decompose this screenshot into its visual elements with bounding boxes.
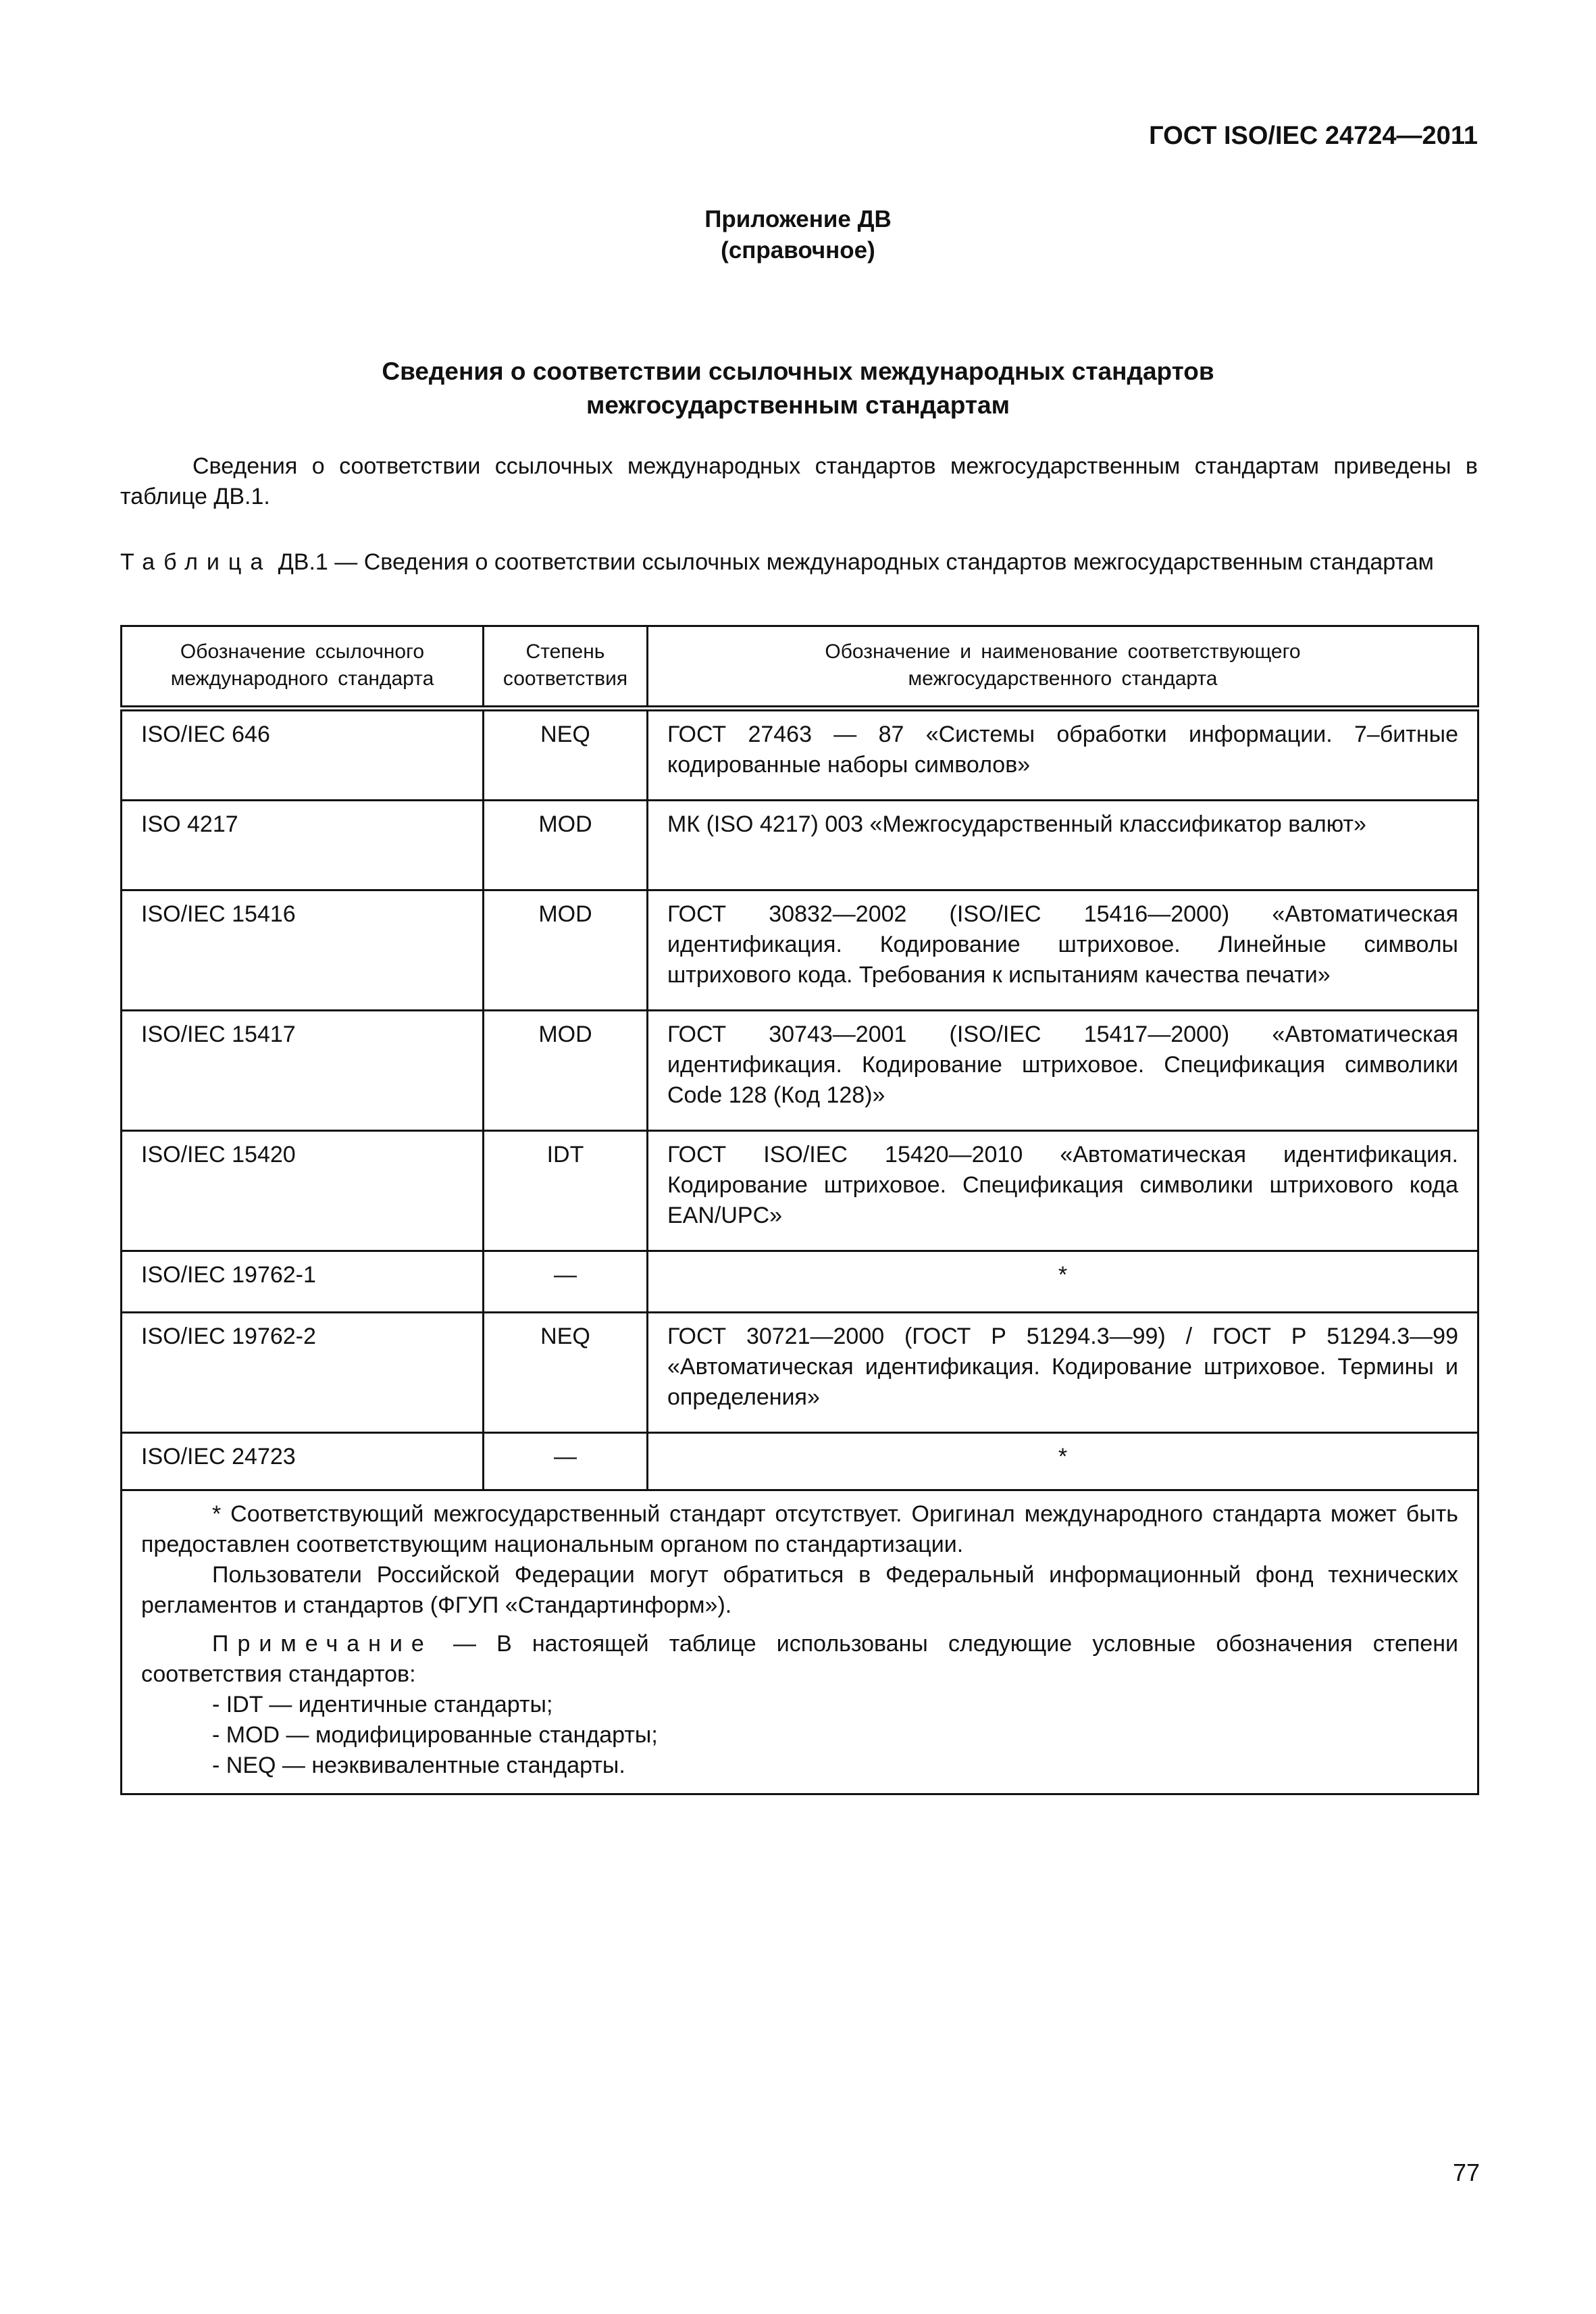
table-row: [122, 1433, 1478, 1490]
table-row: [122, 890, 1478, 1011]
table-row: [122, 1011, 1478, 1131]
cell-doc: ГОСТ 30721—2000 (ГОСТ Р 51294.3—99) / ГОСТ Р 51294.3—99 «Автоматическая идентификация. Кодирование штриховое. Термины и определения»: [648, 1313, 1478, 1433]
table-notes-cell: [122, 1490, 1478, 1794]
table-row: [122, 1251, 1478, 1313]
cell-doc: ГОСТ 27463 — 87 «Системы обработки информации. 7–битные кодированные наборы символов»: [648, 709, 1478, 801]
appendix-title: Приложение ДВ: [704, 206, 892, 232]
header-col3-line2: межгосударственного стандарта: [908, 668, 1218, 690]
cell-code: ISO/IEC 24723: [122, 1433, 484, 1490]
appendix-heading: [0, 204, 1596, 266]
appendix-type: (справочное): [721, 237, 875, 263]
cell-degree: NEQ: [484, 709, 648, 801]
standards-correspondence-table: [120, 625, 1479, 1795]
table-row: [122, 1131, 1478, 1251]
header-col1-line1: Обозначение ссылочного: [180, 640, 425, 663]
table-notes-row: [122, 1490, 1478, 1794]
header-interstate-standard: [648, 626, 1478, 709]
footnote-star: * Соответствующий межгосударственный стандарт отсутствует. Оригинал международного стандарта может быть предоставлен соответствующим национальным органом по стандартизации.: [141, 1501, 1458, 1557]
header-reference-standard: [122, 626, 484, 709]
header-col3-line1: Обозначение и наименование соответствующего: [825, 640, 1301, 663]
cell-doc: *: [648, 1251, 1478, 1313]
cell-doc: ГОСТ 30743—2001 (ISO/IEC 15417—2000) «Автоматическая идентификация. Кодирование штриховое. Спецификация символики Code 128 (Код 128)»: [648, 1011, 1478, 1131]
legend-item-idt: - IDT — идентичные стандарты;: [212, 1692, 553, 1717]
header-col2-line2: соответствия: [503, 668, 628, 690]
intro-paragraph: Сведения о соответствии ссылочных международных стандартов межгосударственным стандартам приведены в таблице ДВ.1.: [120, 453, 1478, 509]
section-title-line2: межгосударственным стандартам: [586, 391, 1010, 419]
cell-degree: MOD: [484, 890, 648, 1011]
document-header-code: ГОСТ ISO/IEC 24724—2011: [1149, 122, 1478, 150]
table-note: [141, 1629, 1458, 1690]
section-title-line1: Сведения о соответствии ссылочных международных стандартов: [382, 357, 1214, 385]
cell-code: ISO/IEC 19762-1: [122, 1251, 484, 1313]
cell-code: ISO/IEC 15420: [122, 1131, 484, 1251]
table-row: [122, 801, 1478, 890]
cell-doc: МК (ISO 4217) 003 «Межгосударственный классификатор валют»: [648, 801, 1478, 890]
table-caption-prefix: Таблица: [120, 549, 272, 575]
cell-degree: NEQ: [484, 1313, 648, 1433]
legend-item-mod: - MOD — модифицированные стандарты;: [212, 1722, 658, 1748]
cell-code: ISO/IEC 15416: [122, 890, 484, 1011]
cell-degree: MOD: [484, 801, 648, 890]
cell-degree: IDT: [484, 1131, 648, 1251]
cell-code: ISO 4217: [122, 801, 484, 890]
note-text: — В настоящей таблице использованы следующие условные обозначения степени соответствия стандартов:: [141, 1631, 1458, 1687]
cell-degree: —: [484, 1251, 648, 1313]
footnote-users: Пользователи Российской Федерации могут обратиться в Федеральный информационный фонд технических регламентов и стандартов (ФГУП «Стандартинформ»).: [141, 1562, 1458, 1618]
cell-doc: *: [648, 1433, 1478, 1490]
table-row: [122, 709, 1478, 801]
cell-code: ISO/IEC 15417: [122, 1011, 484, 1131]
table-header-row: [122, 626, 1478, 709]
cell-doc: ГОСТ 30832—2002 (ISO/IEC 15416—2000) «Автоматическая идентификация. Кодирование штриховое. Линейные символы штрихового кода. Требования к испытаниям качества печати»: [648, 890, 1478, 1011]
legend-item-neq: - NEQ — неэквивалентные стандарты.: [212, 1753, 625, 1778]
note-prefix: Примечание: [212, 1631, 433, 1657]
cell-doc: ГОСТ ISO/IEC 15420—2010 «Автоматическая идентификация. Кодирование штриховое. Спецификация символики штрихового кода EAN/UPC»: [648, 1131, 1478, 1251]
page-number: 77: [1452, 2159, 1480, 2186]
cell-code: ISO/IEC 646: [122, 709, 484, 801]
header-col1-line2: международного стандарта: [170, 668, 434, 690]
cell-degree: MOD: [484, 1011, 648, 1131]
table-caption: [120, 547, 1478, 578]
table-caption-text: ДВ.1 — Сведения о соответствии ссылочных международных стандартов межгосударственным стандартам: [272, 549, 1434, 575]
header-col2-line1: Степень: [525, 640, 605, 663]
cell-code: ISO/IEC 19762-2: [122, 1313, 484, 1433]
table-row: [122, 1313, 1478, 1433]
header-degree: [484, 626, 648, 709]
section-title: [0, 355, 1596, 422]
cell-degree: —: [484, 1433, 648, 1490]
